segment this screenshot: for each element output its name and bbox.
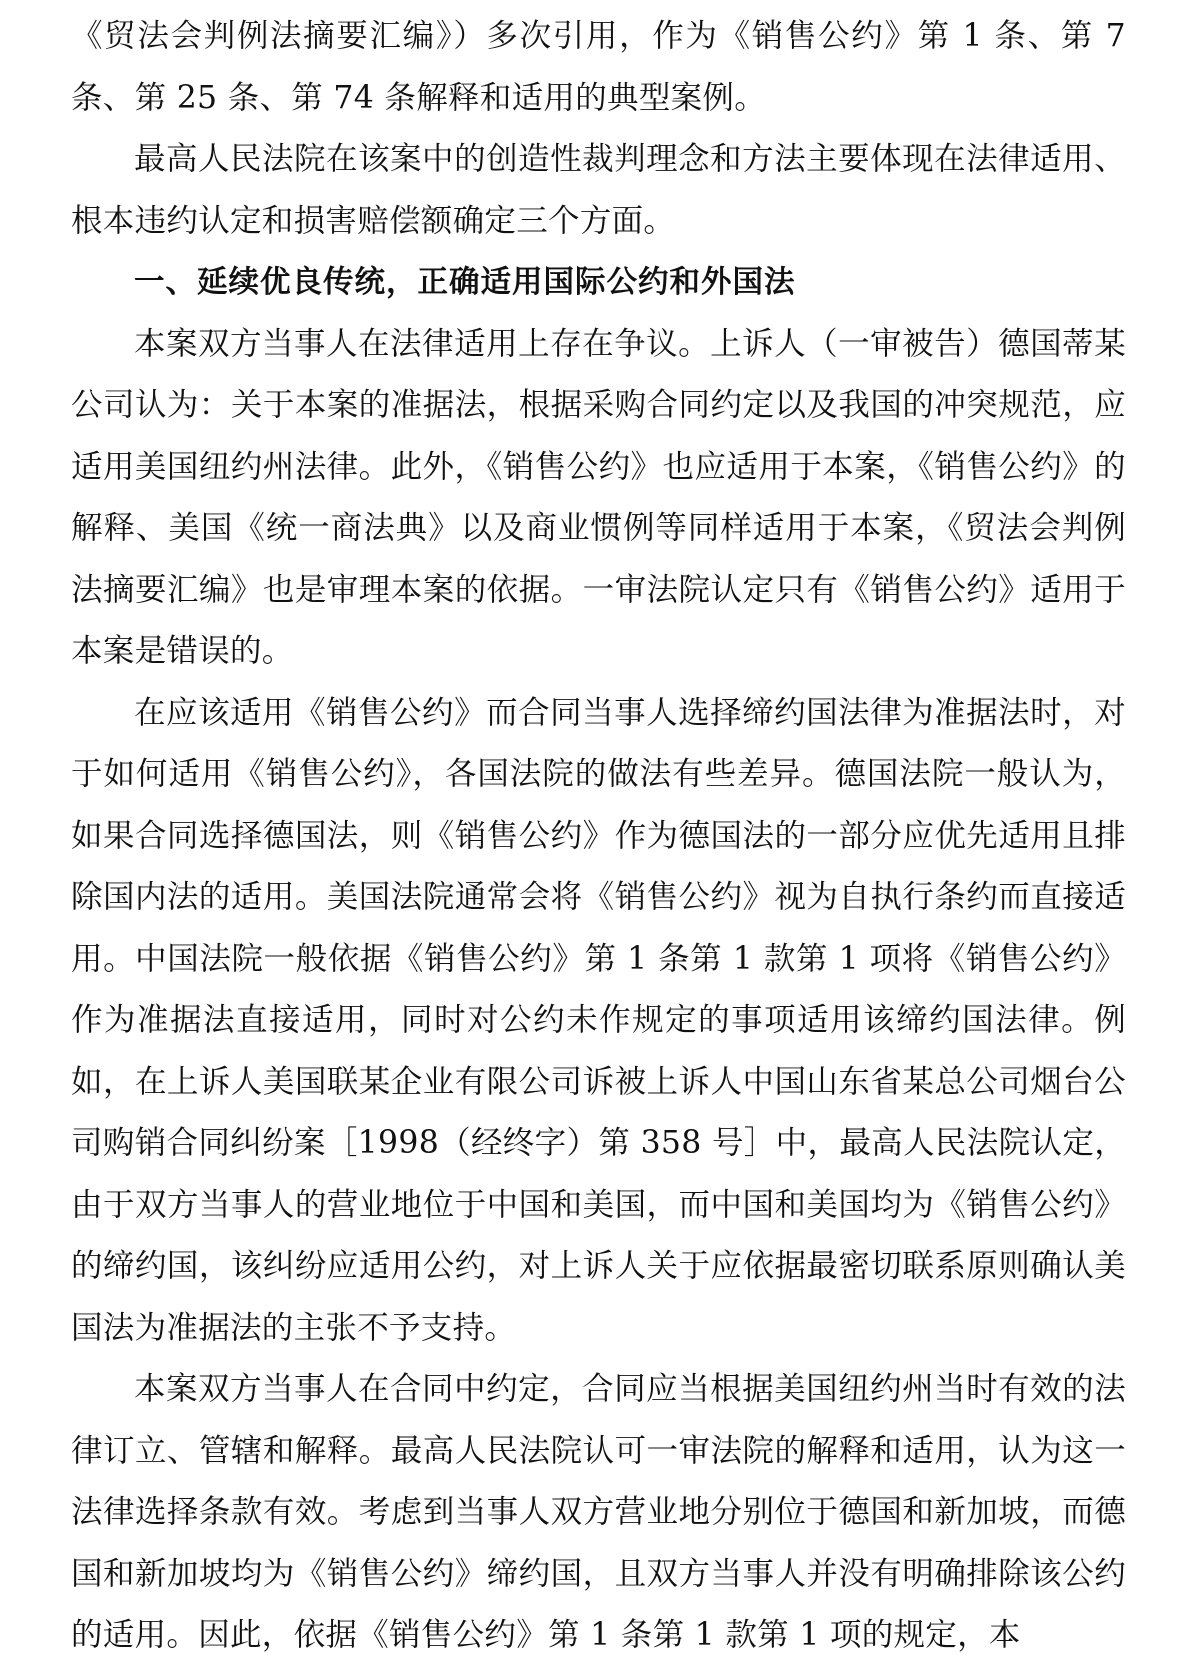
paragraph-dispute: 本案双方当事人在法律适用上存在争议。上诉人（一审被告）德国蒂某公司认为：关于本案的准据法，根据采购合同约定以及我国的冲突规范，应适用美国纽约州法律。此外，《销售公约》也应适用于本案，《销售公约》的解释、美国《统一商法典》以及商业惯例等同样适用于本案，《贸法会判例法摘要汇编》也是审理本案的依据。一审法院认定只有《销售公约》适用于本案是错误的。 [71,325,1126,669]
paragraph-court-practices: 在应该适用《销售公约》而合同当事人选择缔约国法律为准据法时，对于如何适用《销售公约》，各国法院的做法有些差异。德国法院一般认为，如果合同选择德国法，则《销售公约》作为德国法的一部分应优先适用且排除国内法的适用。美国法院通常会将《销售公约》视为自执行条约而直接适用。中国法院一般依据《销售公约》第 1 条第 1 款第 1 项将《销售公约》作为准据法直接适用，同时对公约未作规定的事项适用该缔约国法律。例如，在上诉人美国联某企业有限公司诉被上诉人中国山东省某总公司烟台公司购销合同纠纷案［1998（经终字）第 358 号］中，最高人民法院认定，由于双方当事人的营业地位于中国和美国，而中国和美国均为《销售公约》的缔约国，该纠纷应适用公约，对上诉人关于应依据最密切联系原则确认美国法为准据法的主张不予支持。 [71,694,1126,1346]
paragraph-continuation: 《贸法会判例法摘要汇编》）多次引用，作为《销售公约》第 1 条、第 7 条、第 25 条、第 74 条解释和适用的典型案例。 [71,18,1126,116]
paragraph-choice-of-law: 本案双方当事人在合同中约定，合同应当根据美国纽约州当时有效的法律订立、管辖和解释。最高人民法院认可一审法院的解释和适用，认为这一法律选择条款有效。考虑到当事人双方营业地分别位于德国和新加坡，而德国和新加坡均为《销售公约》缔约国，且双方当事人并没有明确排除该公约的适用。因此，依据《销售公约》第 1 条第 1 款第 1 项的规定，本 [71,1371,1126,1653]
paragraph-overview: 最高人民法院在该案中的创造性裁判理念和方法主要体现在法律适用、根本违约认定和损害赔偿额确定三个方面。 [71,141,1126,239]
section-heading: 一、延续优良传统，正确适用国际公约和外国法 [134,265,796,300]
